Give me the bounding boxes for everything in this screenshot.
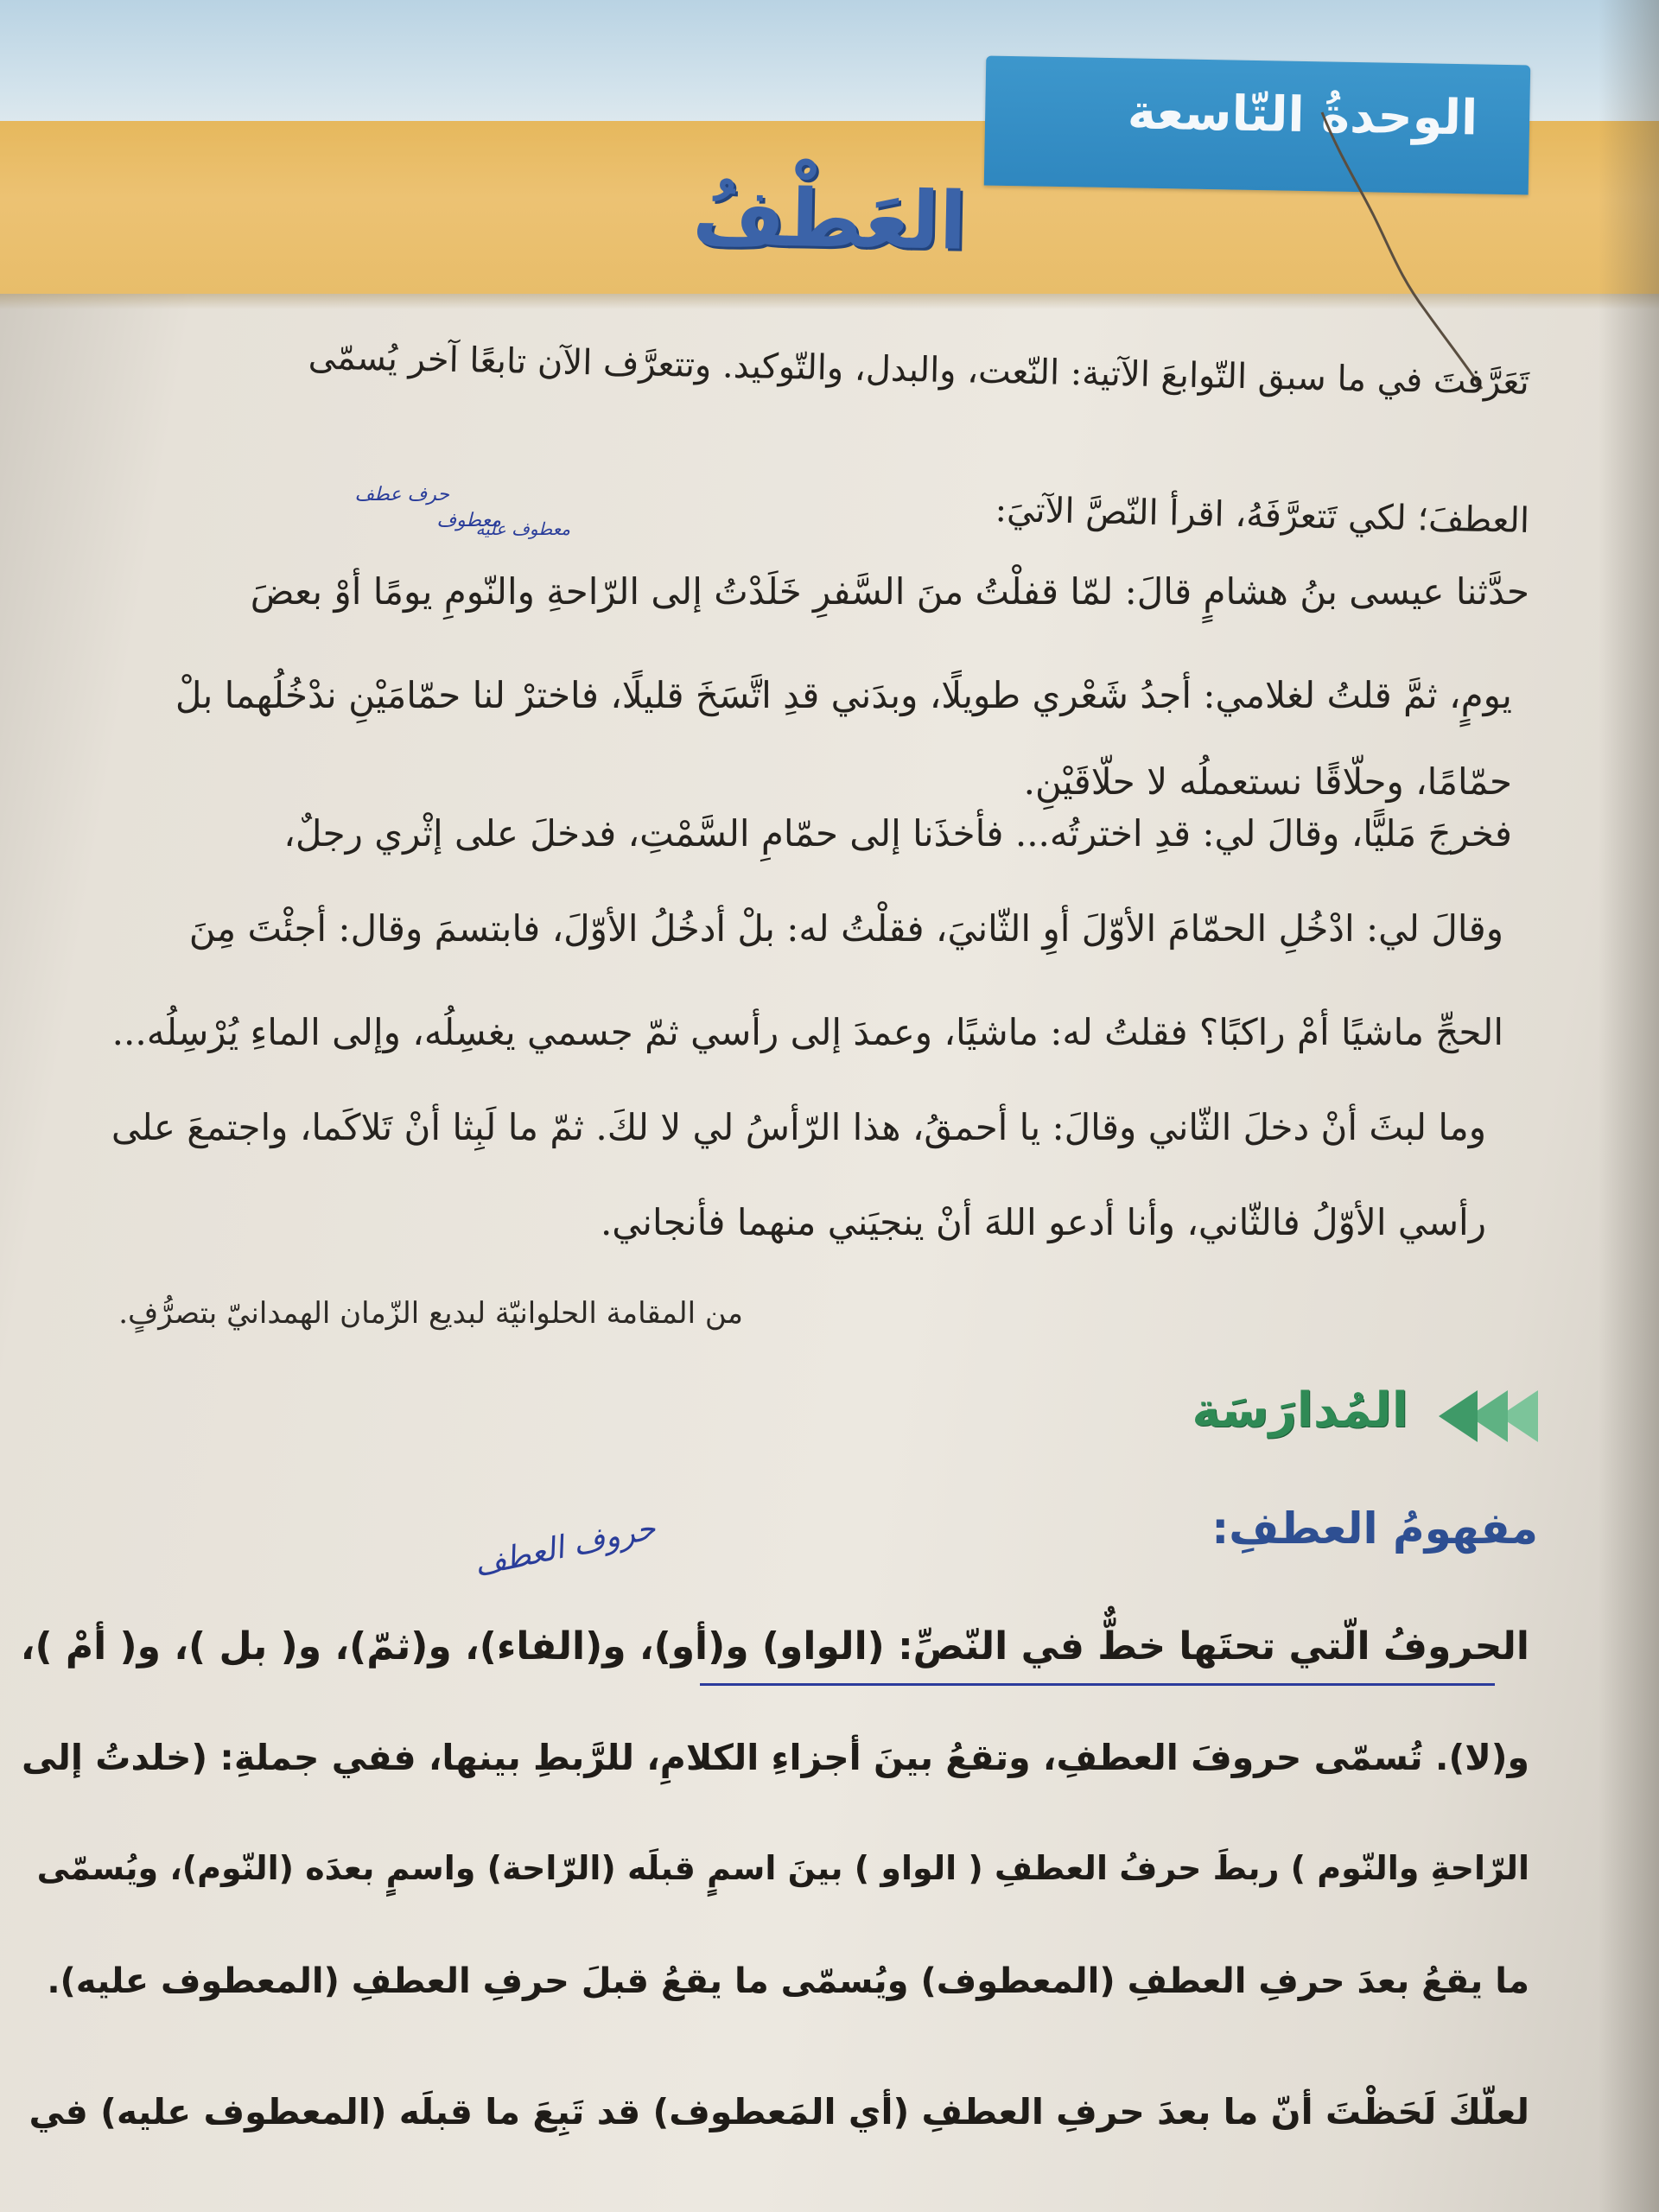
lesson-title: العَطْفُ <box>691 170 968 268</box>
page-binding-shadow <box>1599 0 1659 2212</box>
handnote-maatouf: معطوف <box>436 510 501 531</box>
pen-underline <box>700 1683 1495 1686</box>
reading-line-7: وما لبثَ أنْ دخلَ الثّاني وقالَ: يا أحمقُ، هذا الرّأسُ لي لا لكَ. ثمّ ما لَبِثا أنْ تَلاكَما، واجتمعَ على <box>111 1106 1486 1148</box>
concept-line-3: الرّاحةِ والنّوم ) ربطَ حرفُ العطفِ ( الواو ) بينَ اسمٍ قبلَه (الرّاحة) واسمٍ بعدَه (النّوم)، ويُسمّى <box>36 1849 1529 1887</box>
triple-arrow-icon <box>1426 1386 1538 1446</box>
concept-heading: مفهومُ العطفِ: <box>1211 1503 1538 1554</box>
handnote-huruf-atf: حروف العطف <box>470 1510 658 1584</box>
study-section-title: المُدارَسَة <box>1192 1382 1408 1439</box>
concept-line-1: الحروفُ الّتي تحتَها خطٌّ في النّصِّ: (الواو) و(أو)، و(الفاء)، و(ثمّ)، و( بل )، و( أمْ )، <box>20 1624 1529 1669</box>
concept-line-5: لعلّكَ لَحَظْتَ أنّ ما بعدَ حرفِ العطفِ (أي المَعطوف) قد تَبِعَ ما قبلَه (المعطوف عليه) في <box>29 2091 1529 2133</box>
intro-line-2: العطفَ؛ لكي تَتعرَّفَهُ، اقرأ النّصَّ الآتيَ: <box>994 490 1529 541</box>
reading-line-1: حدَّثنا عيسى بنُ هشامٍ قالَ: لمّا قفلْتُ منَ السَّفرِ خَلَدْتُ إلى الرّاحةِ والنّومِ يومًا أوْ بعضَ <box>250 570 1529 613</box>
paper-tear-line <box>1305 104 1495 397</box>
study-section-heading <box>1192 1374 1538 1460</box>
concept-line-2: و(لا). تُسمّى حروفَ العطفِ، وتقعُ بينَ أجزاءِ الكلامِ، للرَّبطِ بينها، ففي جملةِ: (خلدتُ إلى <box>22 1737 1529 1778</box>
reading-line-5: وقالَ لي: ادْخُلِ الحمّامَ الأوّلَ أوِ الثّانيَ، فقلْتُ له: بلْ أدخُلُ الأوّلَ، فابتسمَ وقال: أجئْتَ مِنَ <box>188 907 1503 950</box>
reading-line-2: يومٍ، ثمَّ قلتُ لغلامي: أجدُ شَعْري طويلًا، وبدَني قدِ اتَّسَخَ قليلًا، فاخترْ لنا حمّامَيْنِ ندْخُلُهما بلْ <box>175 674 1512 716</box>
reading-line-8: رأسي الأوّلُ فالثّاني، وأنا أدعو اللهَ أنْ ينجيَني منهما فأنجاني. <box>600 1201 1486 1243</box>
reading-line-4: فخرجَ مَليًّا، وقالَ لي: قدِ اخترتُه... فأخذَنا إلى حمّامِ السَّمْتِ، فدخلَ على إثْري رجلٌ، <box>283 812 1512 855</box>
reading-line-3: حمّامًا، وحلّاقًا نستعملُه لا حلّاقَيْنِ. <box>1023 760 1512 803</box>
intro-line-1: تَعَرَّفتَ في ما سبق التّوابعَ الآتية: النّعت، والبدل، والتّوكيد. وتتعرَّف الآن تابعًا آخر يُسمّى <box>308 337 1529 403</box>
concept-line-4: ما يقعُ بعدَ حرفِ العطفِ (المعطوف) ويُسمّى ما يقعُ قبلَ حرفِ العطفِ (المعطوف عليه). <box>47 1961 1529 2001</box>
handnote-harf-atf: حرف عطف <box>354 484 449 505</box>
unit-label: الوحدةُ التّاسعة <box>1127 84 1478 147</box>
reading-line-6: الحجِّ ماشيًا أمْ راكبًا؟ فقلتُ له: ماشيًا، وعمدَ إلى رأسي ثمّ جسمي يغسِلُه، وإلى الماءِ يُرْسِلُه... <box>111 1011 1503 1053</box>
handnote-maatouf-alayh: معطوف عليه <box>475 518 570 539</box>
source-note: من المقامة الحلوانيّة لبديع الزّمان الهمدانيّ بتصرُّفٍ. <box>118 1296 743 1331</box>
